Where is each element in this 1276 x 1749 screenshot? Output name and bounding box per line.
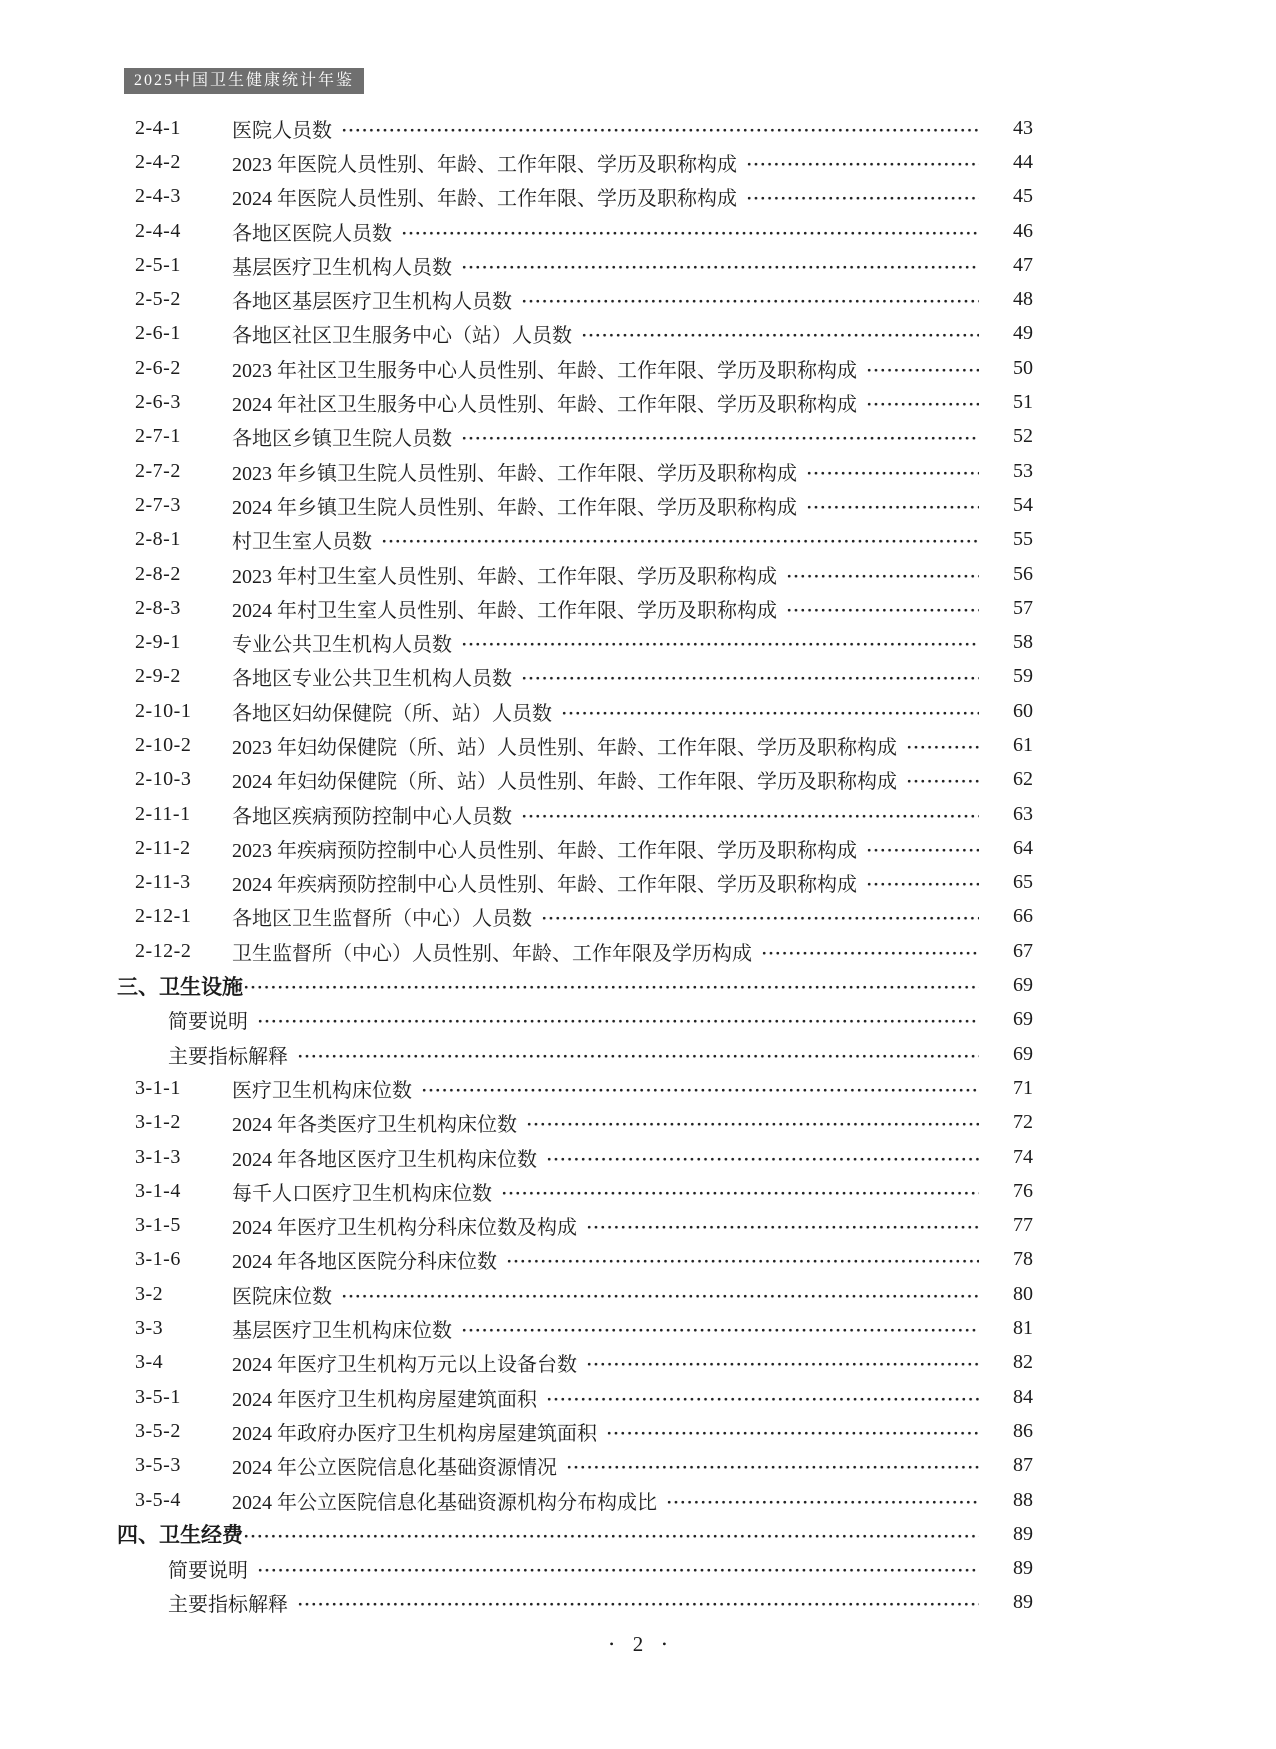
entry-number: 3-1-4 — [135, 1179, 181, 1202]
section-title: 三、卫生设施 — [117, 974, 243, 999]
dot-leader — [867, 368, 979, 373]
toc-row — [117, 1037, 1033, 1071]
toc-row — [117, 1106, 1033, 1140]
entry-page-number: 63 — [1013, 802, 1033, 825]
entry-title: 2023 年村卫生室人员性别、年龄、工作年限、学历及职称构成 — [232, 565, 777, 588]
dot-leader — [462, 265, 979, 270]
toc-row — [117, 385, 1033, 419]
entry-page-number: 48 — [1013, 288, 1033, 311]
entry-page-number: 89 — [1013, 1522, 1033, 1545]
dot-leader — [567, 1465, 979, 1470]
entry-page-number: 46 — [1013, 219, 1033, 242]
toc-row — [117, 728, 1033, 762]
entry-page-number: 88 — [1013, 1488, 1033, 1511]
toc-row — [117, 763, 1033, 797]
footer-right-dot-icon: • — [662, 1637, 667, 1651]
entry-page-number: 77 — [1013, 1214, 1033, 1237]
entry-page-number: 58 — [1013, 631, 1033, 654]
entry-page-number: 49 — [1013, 322, 1033, 345]
entry-title: 各地区专业公共卫生机构人员数 — [232, 668, 512, 691]
entry-page-number: 64 — [1013, 836, 1033, 859]
footer-left-dot-icon: • — [609, 1637, 614, 1651]
toc-row — [117, 1243, 1033, 1277]
entry-title: 简要说明 — [168, 1011, 248, 1034]
dot-leader — [867, 882, 979, 887]
toc-row — [117, 351, 1033, 385]
entry-number: 2-7-3 — [135, 493, 181, 516]
entry-title: 医院床位数 — [232, 1285, 332, 1308]
entry-number: 2-11-1 — [135, 802, 191, 825]
toc-row — [117, 214, 1033, 248]
entry-number: 3-3 — [135, 1317, 164, 1340]
dot-leader — [587, 1362, 979, 1367]
dot-leader — [298, 1054, 979, 1059]
toc-row — [117, 454, 1033, 488]
dot-leader — [667, 1500, 979, 1505]
entry-page-number: 56 — [1013, 562, 1033, 585]
dot-leader — [807, 471, 979, 476]
toc-row — [117, 111, 1033, 145]
entry-number: 2-11-3 — [135, 871, 191, 894]
entry-number: 2-6-2 — [135, 356, 181, 379]
dot-leader — [547, 1397, 979, 1402]
toc-row — [117, 145, 1033, 179]
toc-row — [117, 831, 1033, 865]
toc-row — [117, 317, 1033, 351]
dot-leader — [787, 574, 979, 579]
dot-leader — [747, 162, 979, 167]
entry-number: 2-10-2 — [135, 733, 192, 756]
entry-number: 2-10-1 — [135, 699, 192, 722]
toc-row — [117, 866, 1033, 900]
toc — [117, 111, 1033, 1620]
entry-number: 2-8-3 — [135, 596, 181, 619]
entry-title: 各地区卫生监督所（中心）人员数 — [232, 908, 532, 931]
entry-number: 3-5-1 — [135, 1385, 181, 1408]
entry-title: 2024 年妇幼保健院（所、站）人员性别、年龄、工作年限、学历及职称构成 — [232, 771, 897, 794]
entry-title: 2024 年各地区医疗卫生机构床位数 — [232, 1148, 537, 1171]
dot-leader — [562, 711, 979, 716]
entry-number: 3-5-2 — [135, 1419, 181, 1442]
entry-page-number: 60 — [1013, 699, 1033, 722]
dot-leader — [462, 642, 979, 647]
dot-leader — [542, 916, 979, 921]
entry-page-number: 45 — [1013, 185, 1033, 208]
toc-row — [117, 797, 1033, 831]
entry-title: 2024 年乡镇卫生院人员性别、年龄、工作年限、学历及职称构成 — [232, 496, 797, 519]
entry-title: 2024 年公立医院信息化基础资源情况 — [232, 1457, 557, 1480]
entry-title: 2024 年公立医院信息化基础资源机构分布构成比 — [232, 1491, 657, 1514]
entry-number: 2-10-3 — [135, 768, 192, 791]
entry-page-number: 44 — [1013, 150, 1033, 173]
dot-leader — [747, 196, 979, 201]
toc-row — [117, 1414, 1033, 1448]
dot-leader — [787, 608, 979, 613]
dot-leader — [244, 985, 979, 990]
entry-page-number: 57 — [1013, 596, 1033, 619]
toc-row — [117, 1071, 1033, 1105]
dot-leader — [258, 1019, 979, 1024]
entry-title: 各地区疾病预防控制中心人员数 — [232, 805, 512, 828]
toc-row — [117, 1174, 1033, 1208]
page-footer — [0, 1632, 1276, 1657]
entry-number: 2-5-1 — [135, 253, 181, 276]
entry-title: 2023 年乡镇卫生院人员性别、年龄、工作年限、学历及职称构成 — [232, 462, 797, 485]
entry-page-number: 87 — [1013, 1454, 1033, 1477]
footer-page-number: 2 — [632, 1632, 644, 1656]
entry-title: 医疗卫生机构床位数 — [232, 1079, 412, 1102]
entry-title: 基层医疗卫生机构床位数 — [232, 1320, 452, 1343]
entry-number: 3-4 — [135, 1351, 164, 1374]
entry-title: 各地区社区卫生服务中心（站）人员数 — [232, 325, 572, 348]
entry-page-number: 74 — [1013, 1145, 1033, 1168]
entry-number: 2-9-1 — [135, 631, 181, 654]
entry-title: 专业公共卫生机构人员数 — [232, 634, 452, 657]
dot-leader — [342, 128, 979, 133]
toc-row — [117, 625, 1033, 659]
entry-page-number: 65 — [1013, 871, 1033, 894]
dot-leader — [522, 299, 979, 304]
dot-leader — [298, 1602, 979, 1607]
entry-number: 2-12-1 — [135, 905, 192, 928]
entry-number: 3-5-4 — [135, 1488, 181, 1511]
entry-number: 2-8-2 — [135, 562, 181, 585]
entry-title: 卫生监督所（中心）人员性别、年龄、工作年限及学历构成 — [232, 942, 752, 965]
entry-page-number: 72 — [1013, 1111, 1033, 1134]
dot-leader — [762, 951, 979, 956]
entry-page-number: 69 — [1013, 1042, 1033, 1065]
dot-leader — [582, 333, 979, 338]
entry-page-number: 61 — [1013, 733, 1033, 756]
dot-leader — [607, 1431, 979, 1436]
entry-page-number: 47 — [1013, 253, 1033, 276]
toc-row — [117, 660, 1033, 694]
entry-title: 2024 年医疗卫生机构房屋建筑面积 — [232, 1388, 537, 1411]
entry-page-number: 80 — [1013, 1282, 1033, 1305]
toc-row — [117, 1209, 1033, 1243]
toc-row — [117, 900, 1033, 934]
dot-leader — [522, 814, 979, 819]
entry-number: 2-8-1 — [135, 528, 181, 551]
entry-page-number: 82 — [1013, 1351, 1033, 1374]
dot-leader — [382, 539, 979, 544]
entry-number: 3-1-2 — [135, 1111, 181, 1134]
dot-leader — [867, 402, 979, 407]
toc-row — [117, 557, 1033, 591]
entry-title: 2024 年医疗卫生机构万元以上设备台数 — [232, 1354, 577, 1377]
entry-page-number: 67 — [1013, 939, 1033, 962]
toc-section-row — [117, 1517, 1033, 1551]
entry-page-number: 59 — [1013, 665, 1033, 688]
entry-page-number: 62 — [1013, 768, 1033, 791]
entry-title: 2023 年疾病预防控制中心人员性别、年龄、工作年限、学历及职称构成 — [232, 839, 857, 862]
entry-title: 2024 年社区卫生服务中心人员性别、年龄、工作年限、学历及职称构成 — [232, 394, 857, 417]
dot-leader — [507, 1259, 979, 1264]
entry-title: 2024 年医疗卫生机构分科床位数及构成 — [232, 1217, 577, 1240]
dot-leader — [244, 1534, 979, 1539]
dot-leader — [462, 436, 979, 441]
toc-row — [117, 1380, 1033, 1414]
section-title: 四、卫生经费 — [117, 1523, 243, 1548]
entry-number: 2-9-2 — [135, 665, 181, 688]
dot-leader — [462, 1328, 979, 1333]
toc-row — [117, 1449, 1033, 1483]
dot-leader — [907, 745, 979, 750]
entry-page-number: 78 — [1013, 1248, 1033, 1271]
entry-number: 2-4-4 — [135, 219, 181, 242]
entry-page-number: 52 — [1013, 425, 1033, 448]
entry-title: 医院人员数 — [232, 119, 332, 142]
entry-title: 2024 年政府办医疗卫生机构房屋建筑面积 — [232, 1422, 597, 1445]
dot-leader — [258, 1568, 979, 1573]
entry-page-number: 71 — [1013, 1076, 1033, 1099]
dot-leader — [587, 1225, 979, 1230]
entry-title: 各地区乡镇卫生院人员数 — [232, 428, 452, 451]
dot-leader — [522, 676, 979, 681]
dot-leader — [342, 1294, 979, 1299]
entry-number: 3-1-6 — [135, 1248, 181, 1271]
entry-title: 村卫生室人员数 — [232, 531, 372, 554]
toc-row — [117, 248, 1033, 282]
entry-title: 每千人口医疗卫生机构床位数 — [232, 1182, 492, 1205]
entry-title: 基层医疗卫生机构人员数 — [232, 256, 452, 279]
entry-number: 2-7-1 — [135, 425, 181, 448]
dot-leader — [527, 1122, 979, 1127]
entry-title: 简要说明 — [168, 1560, 248, 1583]
entry-page-number: 89 — [1013, 1591, 1033, 1614]
toc-row — [117, 694, 1033, 728]
toc-row — [117, 1346, 1033, 1380]
entry-title: 2024 年医院人员性别、年龄、工作年限、学历及职称构成 — [232, 188, 737, 211]
entry-number: 3-1-5 — [135, 1214, 181, 1237]
toc-row — [117, 1311, 1033, 1345]
entry-title: 主要指标解释 — [168, 1045, 288, 1068]
entry-page-number: 69 — [1013, 1008, 1033, 1031]
entry-title: 2024 年疾病预防控制中心人员性别、年龄、工作年限、学历及职称构成 — [232, 874, 857, 897]
toc-row — [117, 1551, 1033, 1585]
dot-leader — [422, 1088, 979, 1093]
dot-leader — [402, 231, 979, 236]
yearbook-header-badge: 2025中国卫生健康统计年鉴 — [124, 68, 364, 94]
entry-page-number: 81 — [1013, 1317, 1033, 1340]
dot-leader — [907, 779, 979, 784]
toc-row — [117, 180, 1033, 214]
toc-row — [117, 488, 1033, 522]
toc-row — [117, 1003, 1033, 1037]
toc-row — [117, 420, 1033, 454]
entry-number: 2-6-1 — [135, 322, 181, 345]
entry-page-number: 55 — [1013, 528, 1033, 551]
toc-section-row — [117, 968, 1033, 1002]
entry-number: 2-5-2 — [135, 288, 181, 311]
entry-number: 2-4-3 — [135, 185, 181, 208]
entry-title: 2024 年各地区医院分科床位数 — [232, 1251, 497, 1274]
entry-title: 各地区妇幼保健院（所、站）人员数 — [232, 702, 552, 725]
toc-row — [117, 1483, 1033, 1517]
toc-row — [117, 282, 1033, 316]
entry-page-number: 53 — [1013, 459, 1033, 482]
dot-leader — [502, 1191, 979, 1196]
dot-leader — [807, 505, 979, 510]
entry-number: 2-12-2 — [135, 939, 192, 962]
dot-leader — [867, 848, 979, 853]
dot-leader — [547, 1157, 979, 1162]
entry-title: 2023 年医院人员性别、年龄、工作年限、学历及职称构成 — [232, 153, 737, 176]
entry-number: 2-11-2 — [135, 836, 191, 859]
entry-number: 3-5-3 — [135, 1454, 181, 1477]
entry-page-number: 51 — [1013, 391, 1033, 414]
entry-title: 2024 年各类医疗卫生机构床位数 — [232, 1114, 517, 1137]
toc-row — [117, 934, 1033, 968]
entry-number: 3-2 — [135, 1282, 164, 1305]
entry-page-number: 76 — [1013, 1179, 1033, 1202]
toc-row — [117, 1140, 1033, 1174]
entry-title: 2023 年妇幼保健院（所、站）人员性别、年龄、工作年限、学历及职称构成 — [232, 736, 897, 759]
entry-title: 2023 年社区卫生服务中心人员性别、年龄、工作年限、学历及职称构成 — [232, 359, 857, 382]
entry-number: 3-1-3 — [135, 1145, 181, 1168]
entry-page-number: 86 — [1013, 1419, 1033, 1442]
entry-number: 2-6-3 — [135, 391, 181, 414]
entry-title: 各地区医院人员数 — [232, 222, 392, 245]
entry-page-number: 66 — [1013, 905, 1033, 928]
entry-page-number: 69 — [1013, 974, 1033, 997]
entry-page-number: 54 — [1013, 493, 1033, 516]
toc-row — [117, 1586, 1033, 1620]
entry-number: 3-1-1 — [135, 1076, 181, 1099]
entry-page-number: 89 — [1013, 1557, 1033, 1580]
entry-number: 2-7-2 — [135, 459, 181, 482]
entry-title: 2024 年村卫生室人员性别、年龄、工作年限、学历及职称构成 — [232, 599, 777, 622]
entry-title: 各地区基层医疗卫生机构人员数 — [232, 291, 512, 314]
toc-row — [117, 1277, 1033, 1311]
entry-page-number: 84 — [1013, 1385, 1033, 1408]
entry-number: 2-4-2 — [135, 150, 181, 173]
toc-row — [117, 523, 1033, 557]
entry-number: 2-4-1 — [135, 116, 181, 139]
entry-title: 主要指标解释 — [168, 1594, 288, 1617]
entry-page-number: 50 — [1013, 356, 1033, 379]
entry-page-number: 43 — [1013, 116, 1033, 139]
toc-row — [117, 591, 1033, 625]
